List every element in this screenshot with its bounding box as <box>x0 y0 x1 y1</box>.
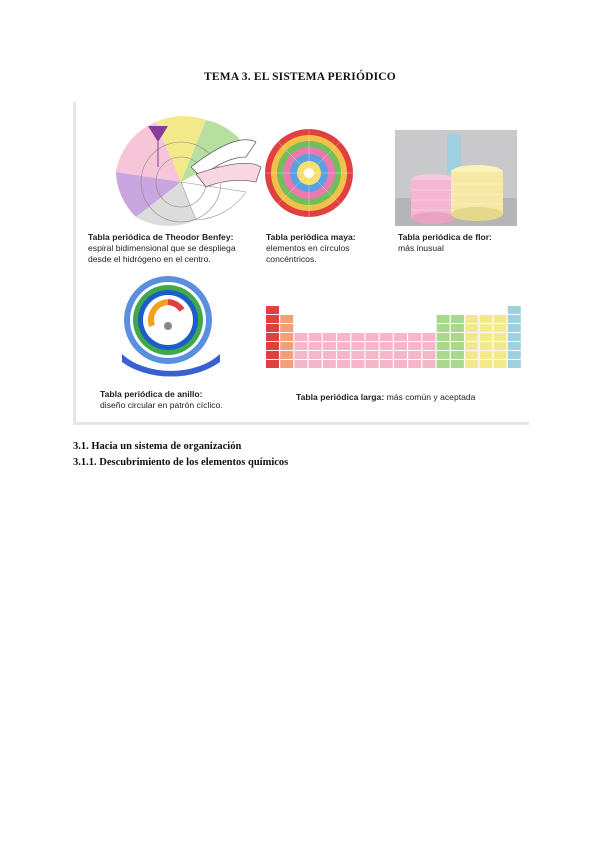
table-cell <box>465 333 478 341</box>
table-cell <box>337 351 350 359</box>
table-cell <box>508 333 521 341</box>
table-cell <box>394 333 407 341</box>
table-cell <box>366 360 379 368</box>
larga-title: Tabla periódica larga: <box>296 392 385 402</box>
table-cell <box>380 333 393 341</box>
table-cell <box>508 342 521 350</box>
table-cell <box>508 324 521 332</box>
table-cell <box>294 333 307 341</box>
table-cell <box>309 351 322 359</box>
table-cell <box>394 351 407 359</box>
maya-caption <box>266 232 376 265</box>
table-cell <box>437 315 450 323</box>
table-cell <box>465 360 478 368</box>
flor-title: Tabla periódica de flor: <box>398 232 492 242</box>
table-cell <box>266 324 279 332</box>
table-cell <box>408 342 421 350</box>
long-table-image <box>262 298 526 382</box>
table-cell <box>437 360 450 368</box>
maya-title: Tabla periódica maya: <box>266 232 356 242</box>
table-cell <box>437 324 450 332</box>
table-cell <box>508 306 521 314</box>
anillo-desc-1: diseño circular en patrón cíclico. <box>100 400 223 410</box>
table-cell <box>351 360 364 368</box>
table-cell <box>465 315 478 323</box>
table-cell <box>465 324 478 332</box>
larga-desc-1: más común y aceptada <box>386 392 476 402</box>
table-cell <box>337 360 350 368</box>
table-cell <box>479 360 492 368</box>
table-cell <box>451 360 464 368</box>
benfey-spiral-image <box>96 112 266 222</box>
table-cell <box>323 351 336 359</box>
table-cell <box>266 333 279 341</box>
table-cell <box>451 315 464 323</box>
table-cell <box>494 324 507 332</box>
table-cell <box>494 315 507 323</box>
table-cell <box>323 342 336 350</box>
table-cell <box>508 360 521 368</box>
table-cell <box>266 306 279 314</box>
table-cell <box>294 360 307 368</box>
table-cell <box>280 315 293 323</box>
table-cell <box>394 342 407 350</box>
flor-caption <box>398 232 528 254</box>
table-cell <box>465 351 478 359</box>
table-cell <box>366 351 379 359</box>
table-cell <box>451 351 464 359</box>
table-cell <box>337 333 350 341</box>
table-cell <box>451 324 464 332</box>
anillo-caption <box>100 389 270 411</box>
table-cell <box>280 324 293 332</box>
benfey-desc-2: desde el hidrógeno en el centro. <box>88 254 211 264</box>
table-cell <box>451 333 464 341</box>
table-cell <box>380 342 393 350</box>
maya-desc-1: elementos en círculos <box>266 243 350 253</box>
table-cell <box>479 315 492 323</box>
table-cell <box>323 360 336 368</box>
table-cell <box>479 342 492 350</box>
section-heading-3-1: 3.1. Hacia un sistema de organización <box>73 441 242 452</box>
table-cell <box>280 360 293 368</box>
ring-table-image <box>116 274 226 384</box>
table-cell <box>437 342 450 350</box>
table-cell <box>408 351 421 359</box>
table-cell <box>309 342 322 350</box>
table-cell <box>266 351 279 359</box>
table-cell <box>366 342 379 350</box>
section-heading-3-1-1: 3.1.1. Descubrimiento de los elementos químicos <box>73 457 289 468</box>
table-cell <box>479 351 492 359</box>
benfey-desc-1: espiral bidimensional que se despliega <box>88 243 236 253</box>
maya-circle-image <box>264 128 354 218</box>
table-cell <box>351 333 364 341</box>
table-cell <box>422 351 435 359</box>
table-cell <box>494 333 507 341</box>
table-cell <box>351 342 364 350</box>
page-title: TEMA 3. EL SISTEMA PERIÓDICO <box>204 71 396 83</box>
table-cell <box>309 333 322 341</box>
maya-desc-2: concéntricos. <box>266 254 317 264</box>
larga-caption <box>296 392 526 403</box>
table-cell <box>380 360 393 368</box>
periodic-tables-figure <box>73 102 529 425</box>
table-cell <box>280 333 293 341</box>
table-cell <box>351 351 364 359</box>
table-cell <box>309 360 322 368</box>
table-cell <box>494 342 507 350</box>
table-cell <box>266 360 279 368</box>
table-cell <box>408 333 421 341</box>
flower-table-photo <box>395 130 517 226</box>
table-cell <box>479 333 492 341</box>
flor-desc-1: más inusual <box>398 243 444 253</box>
table-cell <box>408 360 421 368</box>
table-cell <box>280 351 293 359</box>
table-cell <box>451 342 464 350</box>
table-cell <box>508 351 521 359</box>
table-cell <box>294 351 307 359</box>
table-cell <box>394 360 407 368</box>
table-cell <box>380 351 393 359</box>
table-cell <box>465 342 478 350</box>
table-cell <box>294 342 307 350</box>
table-cell <box>266 342 279 350</box>
benfey-title: Tabla periódica de Theodor Benfey: <box>88 232 234 242</box>
table-cell <box>280 342 293 350</box>
table-cell <box>323 333 336 341</box>
table-cell <box>422 360 435 368</box>
table-cell <box>437 351 450 359</box>
table-cell <box>494 351 507 359</box>
table-cell <box>437 333 450 341</box>
table-cell <box>266 315 279 323</box>
table-cell <box>366 333 379 341</box>
table-cell <box>508 315 521 323</box>
table-cell <box>422 342 435 350</box>
table-cell <box>479 324 492 332</box>
anillo-title: Tabla periódica de anillo: <box>100 389 203 399</box>
table-cell <box>422 333 435 341</box>
table-cell <box>494 360 507 368</box>
benfey-caption <box>88 232 258 265</box>
table-cell <box>337 342 350 350</box>
